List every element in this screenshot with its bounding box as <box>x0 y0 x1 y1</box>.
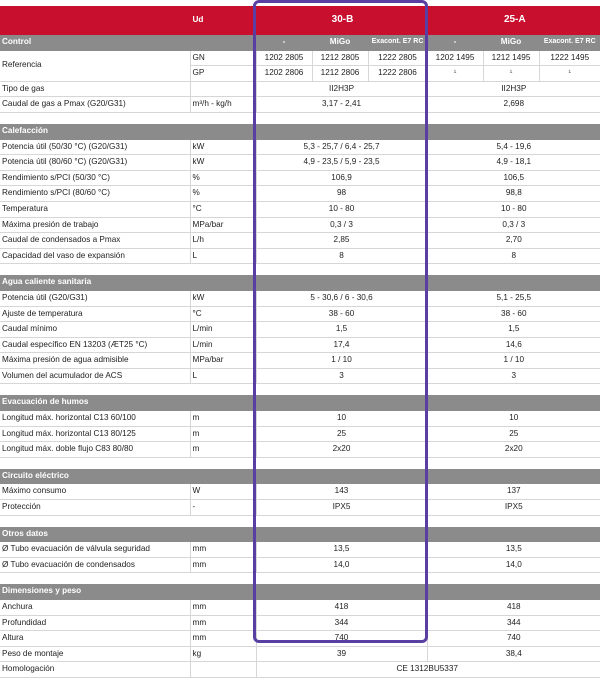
cell-value-25a: 5,1 - 25,5 <box>427 290 600 306</box>
sub-header: - <box>256 35 312 51</box>
cell-value-30b: 17,4 <box>256 337 427 353</box>
section-dimensiones <box>0 584 600 599</box>
row-unit: mm <box>190 542 256 558</box>
table-row <box>0 442 600 458</box>
cell-value-25a: IPX5 <box>427 500 600 516</box>
table-row <box>0 646 600 662</box>
header-blank <box>0 6 190 35</box>
row-unit: m <box>190 442 256 458</box>
cell-value-30b: 8 <box>256 248 427 264</box>
row-label: Volumen del acumulador de ACS <box>0 368 190 384</box>
cell-value-30b: 98 <box>256 186 427 202</box>
section-fill <box>190 124 600 139</box>
section-spacer <box>0 457 600 469</box>
table-row <box>0 426 600 442</box>
row-unit: kg <box>190 646 256 662</box>
table-row <box>0 248 600 264</box>
section-acs <box>0 275 600 290</box>
row-unit <box>190 662 256 678</box>
section-title: Circuito eléctrico <box>0 469 190 484</box>
table-row <box>0 170 600 186</box>
sub-header: MiGo <box>312 35 368 51</box>
row-label: Caudal mínimo <box>0 322 190 338</box>
row-label: Homologación <box>0 662 190 678</box>
row-label: Tipo de gas <box>0 81 190 97</box>
table-row <box>0 217 600 233</box>
section-title: Agua caliente sanitaria <box>0 275 190 290</box>
cell-value-25a: 4,9 - 18,1 <box>427 155 600 171</box>
row-unit: kW <box>190 139 256 155</box>
table-row <box>0 50 600 66</box>
cell-value: ¹ <box>427 66 483 82</box>
row-label: Altura <box>0 631 190 647</box>
row-unit <box>190 81 256 97</box>
section-title: Control <box>0 35 190 51</box>
row-label: Longitud máx. horizontal C13 60/100 <box>0 411 190 427</box>
row-label: Capacidad del vaso de expansión <box>0 248 190 264</box>
table-row <box>0 97 600 113</box>
table-row <box>0 155 600 171</box>
table-row <box>0 337 600 353</box>
row-unit: L/min <box>190 322 256 338</box>
row-label: Temperatura <box>0 201 190 217</box>
cell-value-30b: 39 <box>256 646 427 662</box>
row-label: Caudal específico EN 13203 (ÆT25 °C) <box>0 337 190 353</box>
section-title: Calefacción <box>0 124 190 139</box>
table-row <box>0 368 600 384</box>
spacer-cell <box>0 573 600 585</box>
row-label: Longitud máx. horizontal C13 80/125 <box>0 426 190 442</box>
row-unit: L/min <box>190 337 256 353</box>
cell-value-25a: 2x20 <box>427 442 600 458</box>
cell-value-25a: 106,5 <box>427 170 600 186</box>
cell-value: 1222 1495 <box>539 50 600 66</box>
spacer-cell <box>0 264 600 276</box>
cell-value-25a: 0,3 / 3 <box>427 217 600 233</box>
row-label: Máxima presión de agua admisible <box>0 353 190 369</box>
cell-value-25a: 2,70 <box>427 233 600 249</box>
cell-value-25a: 38 - 60 <box>427 306 600 322</box>
cell-value-30b: 2,85 <box>256 233 427 249</box>
section-fill <box>190 469 600 484</box>
row-unit: MPa/bar <box>190 353 256 369</box>
model-30b-header: 30-B <box>256 6 427 35</box>
cell-value-30b: 5 - 30,6 / 6 - 30,6 <box>256 290 427 306</box>
table-row <box>0 411 600 427</box>
section-spacer <box>0 112 600 124</box>
cell-value-25a: 98,8 <box>427 186 600 202</box>
homologation-row <box>0 662 600 678</box>
row-label: Rendimiento s/PCI (50/30 °C) <box>0 170 190 186</box>
spec-table <box>0 6 600 678</box>
row-label: Anchura <box>0 600 190 616</box>
row-unit: - <box>190 500 256 516</box>
section-otros <box>0 527 600 542</box>
row-unit: mm <box>190 600 256 616</box>
section-fill <box>190 275 600 290</box>
cell-value-25a: 13,5 <box>427 542 600 558</box>
cell-value-25a: 344 <box>427 615 600 631</box>
cell-value: 1212 2806 <box>312 66 368 82</box>
row-unit: GP <box>190 66 256 82</box>
table-row <box>0 600 600 616</box>
row-unit: mm <box>190 631 256 647</box>
section-title: Dimensiones y peso <box>0 584 190 599</box>
cell-value: 1202 2805 <box>256 50 312 66</box>
cell-value-30b: 106,9 <box>256 170 427 186</box>
row-label: Caudal de condensados a Pmax <box>0 233 190 249</box>
cell-value-30b: IPX5 <box>256 500 427 516</box>
section-calefaccion <box>0 124 600 139</box>
sub-header: - <box>427 35 483 51</box>
row-label: Máxima presión de trabajo <box>0 217 190 233</box>
cell-value-30b: 38 - 60 <box>256 306 427 322</box>
table-row <box>0 81 600 97</box>
row-label: Ajuste de temperatura <box>0 306 190 322</box>
row-unit: °C <box>190 201 256 217</box>
cell-value-25a: 137 <box>427 484 600 500</box>
section-fill <box>190 395 600 410</box>
row-label: Referencia <box>0 50 190 81</box>
row-label: Protección <box>0 500 190 516</box>
cell-value-30b: 5,3 - 25,7 / 6,4 - 25,7 <box>256 139 427 155</box>
table-row <box>0 353 600 369</box>
row-unit: m <box>190 426 256 442</box>
table-row <box>0 290 600 306</box>
cell-value-25a: 10 - 80 <box>427 201 600 217</box>
cell-value-25a: 5,4 - 19,6 <box>427 139 600 155</box>
table-row <box>0 139 600 155</box>
spacer-cell <box>0 515 600 527</box>
row-unit: % <box>190 186 256 202</box>
section-spacer <box>0 384 600 396</box>
cell-value-25a: 1,5 <box>427 322 600 338</box>
row-unit: kW <box>190 290 256 306</box>
row-label: Caudal de gas a Pmax (G20/G31) <box>0 97 190 113</box>
row-label: Potencia útil (80/60 °C) (G20/G31) <box>0 155 190 171</box>
cell-value-30b: 3 <box>256 368 427 384</box>
cell-value: 1222 2806 <box>368 66 427 82</box>
cell-value: 1202 1495 <box>427 50 483 66</box>
cell-value-30b: 0,3 / 3 <box>256 217 427 233</box>
cell-value-30b: 1 / 10 <box>256 353 427 369</box>
section-title: Otros datos <box>0 527 190 542</box>
row-unit: m <box>190 411 256 427</box>
section-control <box>0 35 600 51</box>
cell-value: 1202 2806 <box>256 66 312 82</box>
row-unit: L <box>190 368 256 384</box>
row-unit: W <box>190 484 256 500</box>
row-unit: L <box>190 248 256 264</box>
row-unit: kW <box>190 155 256 171</box>
row-label: Potencia útil (G20/G31) <box>0 290 190 306</box>
table-row <box>0 500 600 516</box>
cell-value-25a: 740 <box>427 631 600 647</box>
section-fill <box>190 584 600 599</box>
row-label: Rendimiento s/PCI (80/60 °C) <box>0 186 190 202</box>
cell-value-30b: 344 <box>256 615 427 631</box>
row-unit: % <box>190 170 256 186</box>
sub-header: MiGo <box>483 35 539 51</box>
homologation-value: CE 1312BU5337 <box>256 662 600 678</box>
row-label: Ø Tubo evacuación de condensados <box>0 557 190 573</box>
row-unit: m³/h - kg/h <box>190 97 256 113</box>
cell-value-25a: 14,6 <box>427 337 600 353</box>
spacer-cell <box>0 457 600 469</box>
cell-value: ¹ <box>483 66 539 82</box>
section-spacer <box>0 515 600 527</box>
cell-value: 1212 1495 <box>483 50 539 66</box>
section-electrico <box>0 469 600 484</box>
spacer-cell <box>0 112 600 124</box>
cell-value: 2,698 <box>427 97 600 113</box>
section-spacer <box>0 264 600 276</box>
row-unit: L/h <box>190 233 256 249</box>
cell-value: 3,17 - 2,41 <box>256 97 427 113</box>
table-row <box>0 631 600 647</box>
row-label: Potencia útil (50/30 °C) (G20/G31) <box>0 139 190 155</box>
cell-value: ¹ <box>539 66 600 82</box>
table-row <box>0 306 600 322</box>
sub-header: Exacont. E7 RC <box>539 35 600 51</box>
table-row <box>0 557 600 573</box>
section-spacer <box>0 573 600 585</box>
sub-header: Exacont. E7 RC <box>368 35 427 51</box>
cell-value-30b: 143 <box>256 484 427 500</box>
section-humos <box>0 395 600 410</box>
cell-value-25a: 25 <box>427 426 600 442</box>
table-row <box>0 542 600 558</box>
row-unit: mm <box>190 615 256 631</box>
header-ud: Ud <box>190 6 256 35</box>
cell-value-30b: 1,5 <box>256 322 427 338</box>
cell-value-30b: 418 <box>256 600 427 616</box>
cell-value-25a: 10 <box>427 411 600 427</box>
cell-value-30b: 14,0 <box>256 557 427 573</box>
cell-value-30b: 4,9 - 23,5 / 5,9 - 23,5 <box>256 155 427 171</box>
cell-value-25a: 1 / 10 <box>427 353 600 369</box>
row-label: Longitud máx. doble flujo C83 80/80 <box>0 442 190 458</box>
cell-value-25a: 418 <box>427 600 600 616</box>
row-label: Profundidad <box>0 615 190 631</box>
row-label: Peso de montaje <box>0 646 190 662</box>
cell-value-25a: 14,0 <box>427 557 600 573</box>
row-label: Máximo consumo <box>0 484 190 500</box>
table-row <box>0 322 600 338</box>
table-row <box>0 186 600 202</box>
spacer-cell <box>0 384 600 396</box>
cell-value-30b: 13,5 <box>256 542 427 558</box>
row-unit: GN <box>190 50 256 66</box>
model-25a-header: 25-A <box>427 6 600 35</box>
cell-value: II2H3P <box>427 81 600 97</box>
cell-value: 1222 2805 <box>368 50 427 66</box>
cell-value-30b: 10 - 80 <box>256 201 427 217</box>
row-label: Ø Tubo evacuación de válvula seguridad <box>0 542 190 558</box>
table-row <box>0 201 600 217</box>
cell-value-25a: 8 <box>427 248 600 264</box>
table-row <box>0 233 600 249</box>
table-row <box>0 615 600 631</box>
row-unit: MPa/bar <box>190 217 256 233</box>
row-unit: °C <box>190 306 256 322</box>
cell-value-30b: 10 <box>256 411 427 427</box>
cell-value-25a: 3 <box>427 368 600 384</box>
cell-value-30b: 2x20 <box>256 442 427 458</box>
cell-value: 1212 2805 <box>312 50 368 66</box>
cell-value-30b: 25 <box>256 426 427 442</box>
table-row <box>0 484 600 500</box>
cell-value-25a: 38,4 <box>427 646 600 662</box>
cell-value: II2H3P <box>256 81 427 97</box>
cell-value-30b: 740 <box>256 631 427 647</box>
section-fill <box>190 527 600 542</box>
row-unit: mm <box>190 557 256 573</box>
table-header-row <box>0 6 600 35</box>
section-title: Evacuación de humos <box>0 395 190 410</box>
